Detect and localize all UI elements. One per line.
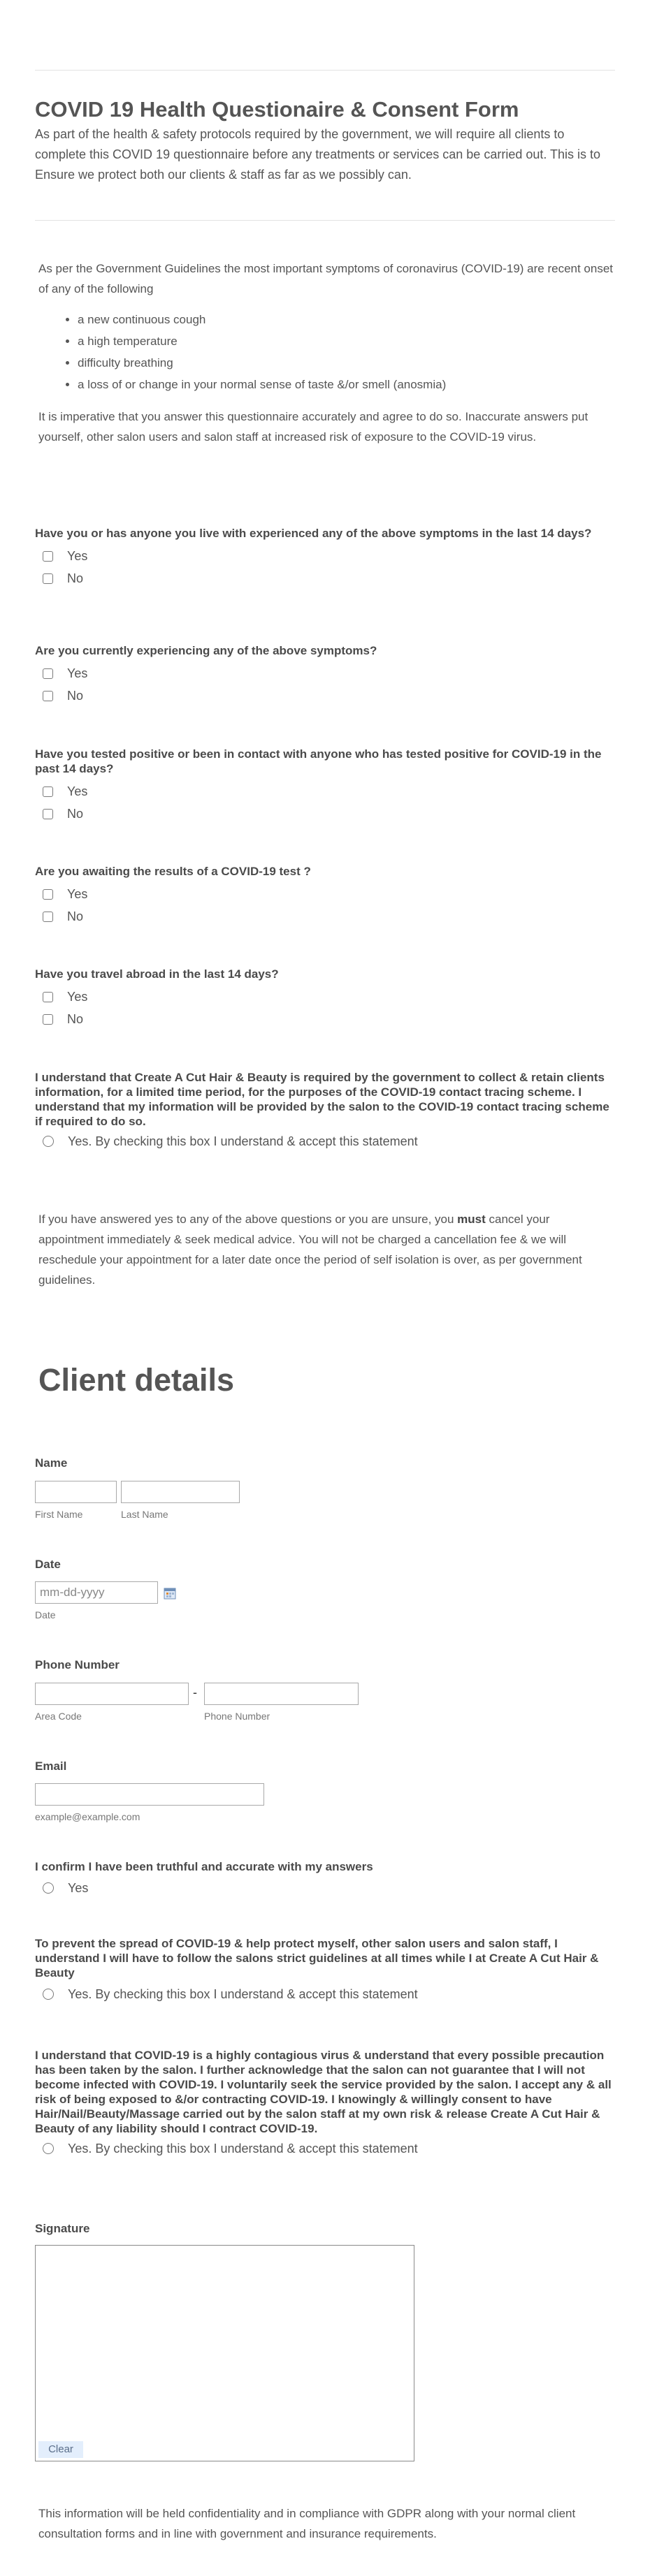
page-subtitle: As part of the health & safety protocols required by the government, we will require all clients to complete this COVID 19 questionnaire before any treatments or services can be carried out. This is to Ensure we protect both our clients & staff as far as we possibly can. (35, 127, 601, 182)
option-yes[interactable] (35, 986, 615, 1008)
option-no[interactable] (35, 567, 615, 590)
question-travel-abroad (35, 967, 615, 1030)
checkbox[interactable] (43, 809, 53, 819)
question-label: I confirm I have been truthful and accurate with my answers (35, 1860, 373, 1873)
checkbox[interactable] (43, 786, 53, 797)
option-yes[interactable] (35, 780, 615, 803)
option-label: No (67, 571, 84, 585)
question-label: Have you tested positive or been in contact with anyone who has tested positive for COVID-19 in the past 14 days? (35, 747, 602, 775)
option-label: Yes (67, 666, 88, 680)
date-sublabel: Date (35, 1609, 56, 1620)
question-label: Have you or has anyone you live with experienced any of the above symptoms in the last 14 days? (35, 527, 592, 540)
option-label: Yes. By checking this box I understand & accept this statement (68, 1134, 418, 1148)
option-label: Yes (67, 989, 88, 1004)
phone-separator: - (193, 1685, 197, 1699)
option-no[interactable] (35, 685, 615, 707)
question-label: Have you travel abroad in the last 14 days? (35, 967, 279, 981)
option-label: Yes (67, 548, 88, 563)
name-label: Name (35, 1456, 68, 1470)
date-label: Date (35, 1558, 61, 1571)
checkbox[interactable] (43, 1014, 53, 1025)
checkbox[interactable] (43, 912, 53, 922)
radio-button[interactable] (43, 1136, 54, 1147)
option-label: Yes. By checking this box I understand & accept this statement (68, 2141, 418, 2156)
first-name-sublabel: First Name (35, 1509, 83, 1520)
imperative-text: It is imperative that you answer this questionnaire accurately and agree to do so. Inaccurate answers put yourself, other salon users and salon staff at increased risk of exposure to the COVID-19 virus. (38, 410, 588, 444)
phone-number-sublabel: Phone Number (204, 1711, 270, 1722)
option-yes[interactable] (35, 883, 615, 905)
option-label: Yes. By checking this box I understand & accept this statement (68, 1986, 418, 2001)
area-code-input[interactable] (35, 1683, 189, 1705)
liability-accept-option[interactable] (35, 2137, 615, 2160)
intro-section (38, 258, 615, 447)
question-awaiting-results (35, 864, 615, 928)
clear-signature-button[interactable]: Clear (38, 2441, 83, 2458)
question-tested-positive (35, 747, 615, 825)
option-label: No (67, 688, 84, 703)
liability-consent (35, 2048, 615, 2160)
symptom-item: • a high temperature (78, 330, 615, 352)
question-label: I understand that Create A Cut Hair & Beauty is required by the government to collect & retain clients information, for a limited time period, for the purposes of the COVID-19 contact tracing scheme. I understand that my information will be provided by the salon to the COVID-19 contact tracing scheme if required to do so. (35, 1071, 609, 1128)
option-label: Yes (67, 784, 88, 798)
tracing-accept-option[interactable] (35, 1130, 615, 1152)
phone-number-input[interactable] (204, 1683, 359, 1705)
checkbox[interactable] (43, 551, 53, 562)
option-label: Yes (68, 1880, 89, 1895)
client-details-section (38, 1362, 619, 1398)
option-label: Yes (67, 886, 88, 901)
checkbox[interactable] (43, 668, 53, 679)
option-no[interactable] (35, 905, 615, 928)
signature-label: Signature (35, 2222, 90, 2235)
phone-label: Phone Number (35, 1658, 120, 1671)
client-details-heading: Client details (38, 1362, 235, 1398)
notice-text-before: If you have answered yes to any of the above questions or you are unsure, you (38, 1213, 458, 1226)
question-label: I understand that COVID-19 is a highly contagious virus & understand that every possible precaution has been taken by the salon. I further acknowledge that the salon can not guarantee that I will not become infected with COVID-19. I voluntarily seek the service provided by the salon. I accept any & all risk of being exposed to &/or contracting COVID-19. I knowingly & willingly consent to have Hair/Nail/Beauty/Massage carried out by the salon staff at my own risk & release Create A Cut Hair & Beauty of any liability should I contract COVID-19. (35, 2049, 612, 2135)
option-label: No (67, 1011, 84, 1026)
question-label: Are you currently experiencing any of the above symptoms? (35, 644, 377, 657)
question-current-symptoms (35, 643, 615, 707)
radio-button[interactable] (43, 2143, 54, 2154)
date-input[interactable] (35, 1581, 158, 1604)
truthful-yes-option[interactable] (35, 1877, 615, 1899)
header-divider (35, 220, 615, 221)
last-name-sublabel: Last Name (121, 1509, 168, 1520)
option-yes[interactable] (35, 662, 615, 685)
guidelines-consent (35, 1936, 615, 2005)
top-divider (35, 70, 615, 71)
footer-text: This information will be held confidentiality and in compliance with GDPR along with your normal client consultation forms and in line with government and insurance requirements. (38, 2507, 576, 2540)
symptom-item: • difficulty breathing (78, 352, 615, 374)
checkbox[interactable] (43, 573, 53, 584)
email-label: Email (35, 1759, 67, 1773)
symptom-item: • a loss of or change in your normal sense of taste &/or smell (anosmia) (78, 374, 615, 395)
intro-text: As per the Government Guidelines the most important symptoms of coronavirus (COVID-19) are recent onset of any of the following (38, 262, 614, 295)
page-title: COVID 19 Health Questionaire & Consent Form (35, 97, 519, 122)
guidelines-accept-option[interactable] (35, 1983, 615, 2005)
truthful-confirmation (35, 1859, 615, 1899)
email-input[interactable] (35, 1783, 264, 1806)
notice-emphasis: must (457, 1213, 486, 1226)
option-yes[interactable] (35, 545, 615, 567)
question-label: Are you awaiting the results of a COVID-19 test ? (35, 865, 311, 878)
option-label: No (67, 806, 84, 821)
form-header (35, 96, 615, 185)
option-no[interactable] (35, 1008, 615, 1030)
footer-notice (38, 2503, 615, 2544)
last-name-input[interactable] (121, 1481, 240, 1503)
notice-text (38, 1209, 615, 1290)
notice-text-after: cancel your appointment immediately & seek medical advice. You will not be charged a cancellation fee & we will reschedule your appointment for a later date once the period of self isolation is over, as per government guidelines. (38, 1213, 582, 1287)
radio-button[interactable] (43, 1989, 54, 2000)
question-symptoms-household (35, 526, 615, 590)
checkbox[interactable] (43, 889, 53, 900)
radio-button[interactable] (43, 1882, 54, 1894)
symptom-item: • a new continuous cough (78, 309, 615, 330)
email-sublabel: example@example.com (35, 1811, 140, 1822)
area-code-sublabel: Area Code (35, 1711, 82, 1722)
cancellation-notice (38, 1209, 615, 1290)
question-label: To prevent the spread of COVID-19 & help protect myself, other salon users and salon staff, I understand I will have to follow the salons strict guidelines at all times while I at Create A Cut Hair & Beauty (35, 1937, 599, 1979)
option-label: No (67, 909, 84, 923)
calendar-icon[interactable] (164, 1587, 176, 1600)
checkbox[interactable] (43, 992, 53, 1002)
signature-pad[interactable] (35, 2245, 414, 2461)
tracing-consent (35, 1070, 615, 1152)
option-no[interactable] (35, 803, 615, 825)
checkbox[interactable] (43, 691, 53, 701)
first-name-input[interactable] (35, 1481, 117, 1503)
symptom-list (38, 309, 615, 395)
